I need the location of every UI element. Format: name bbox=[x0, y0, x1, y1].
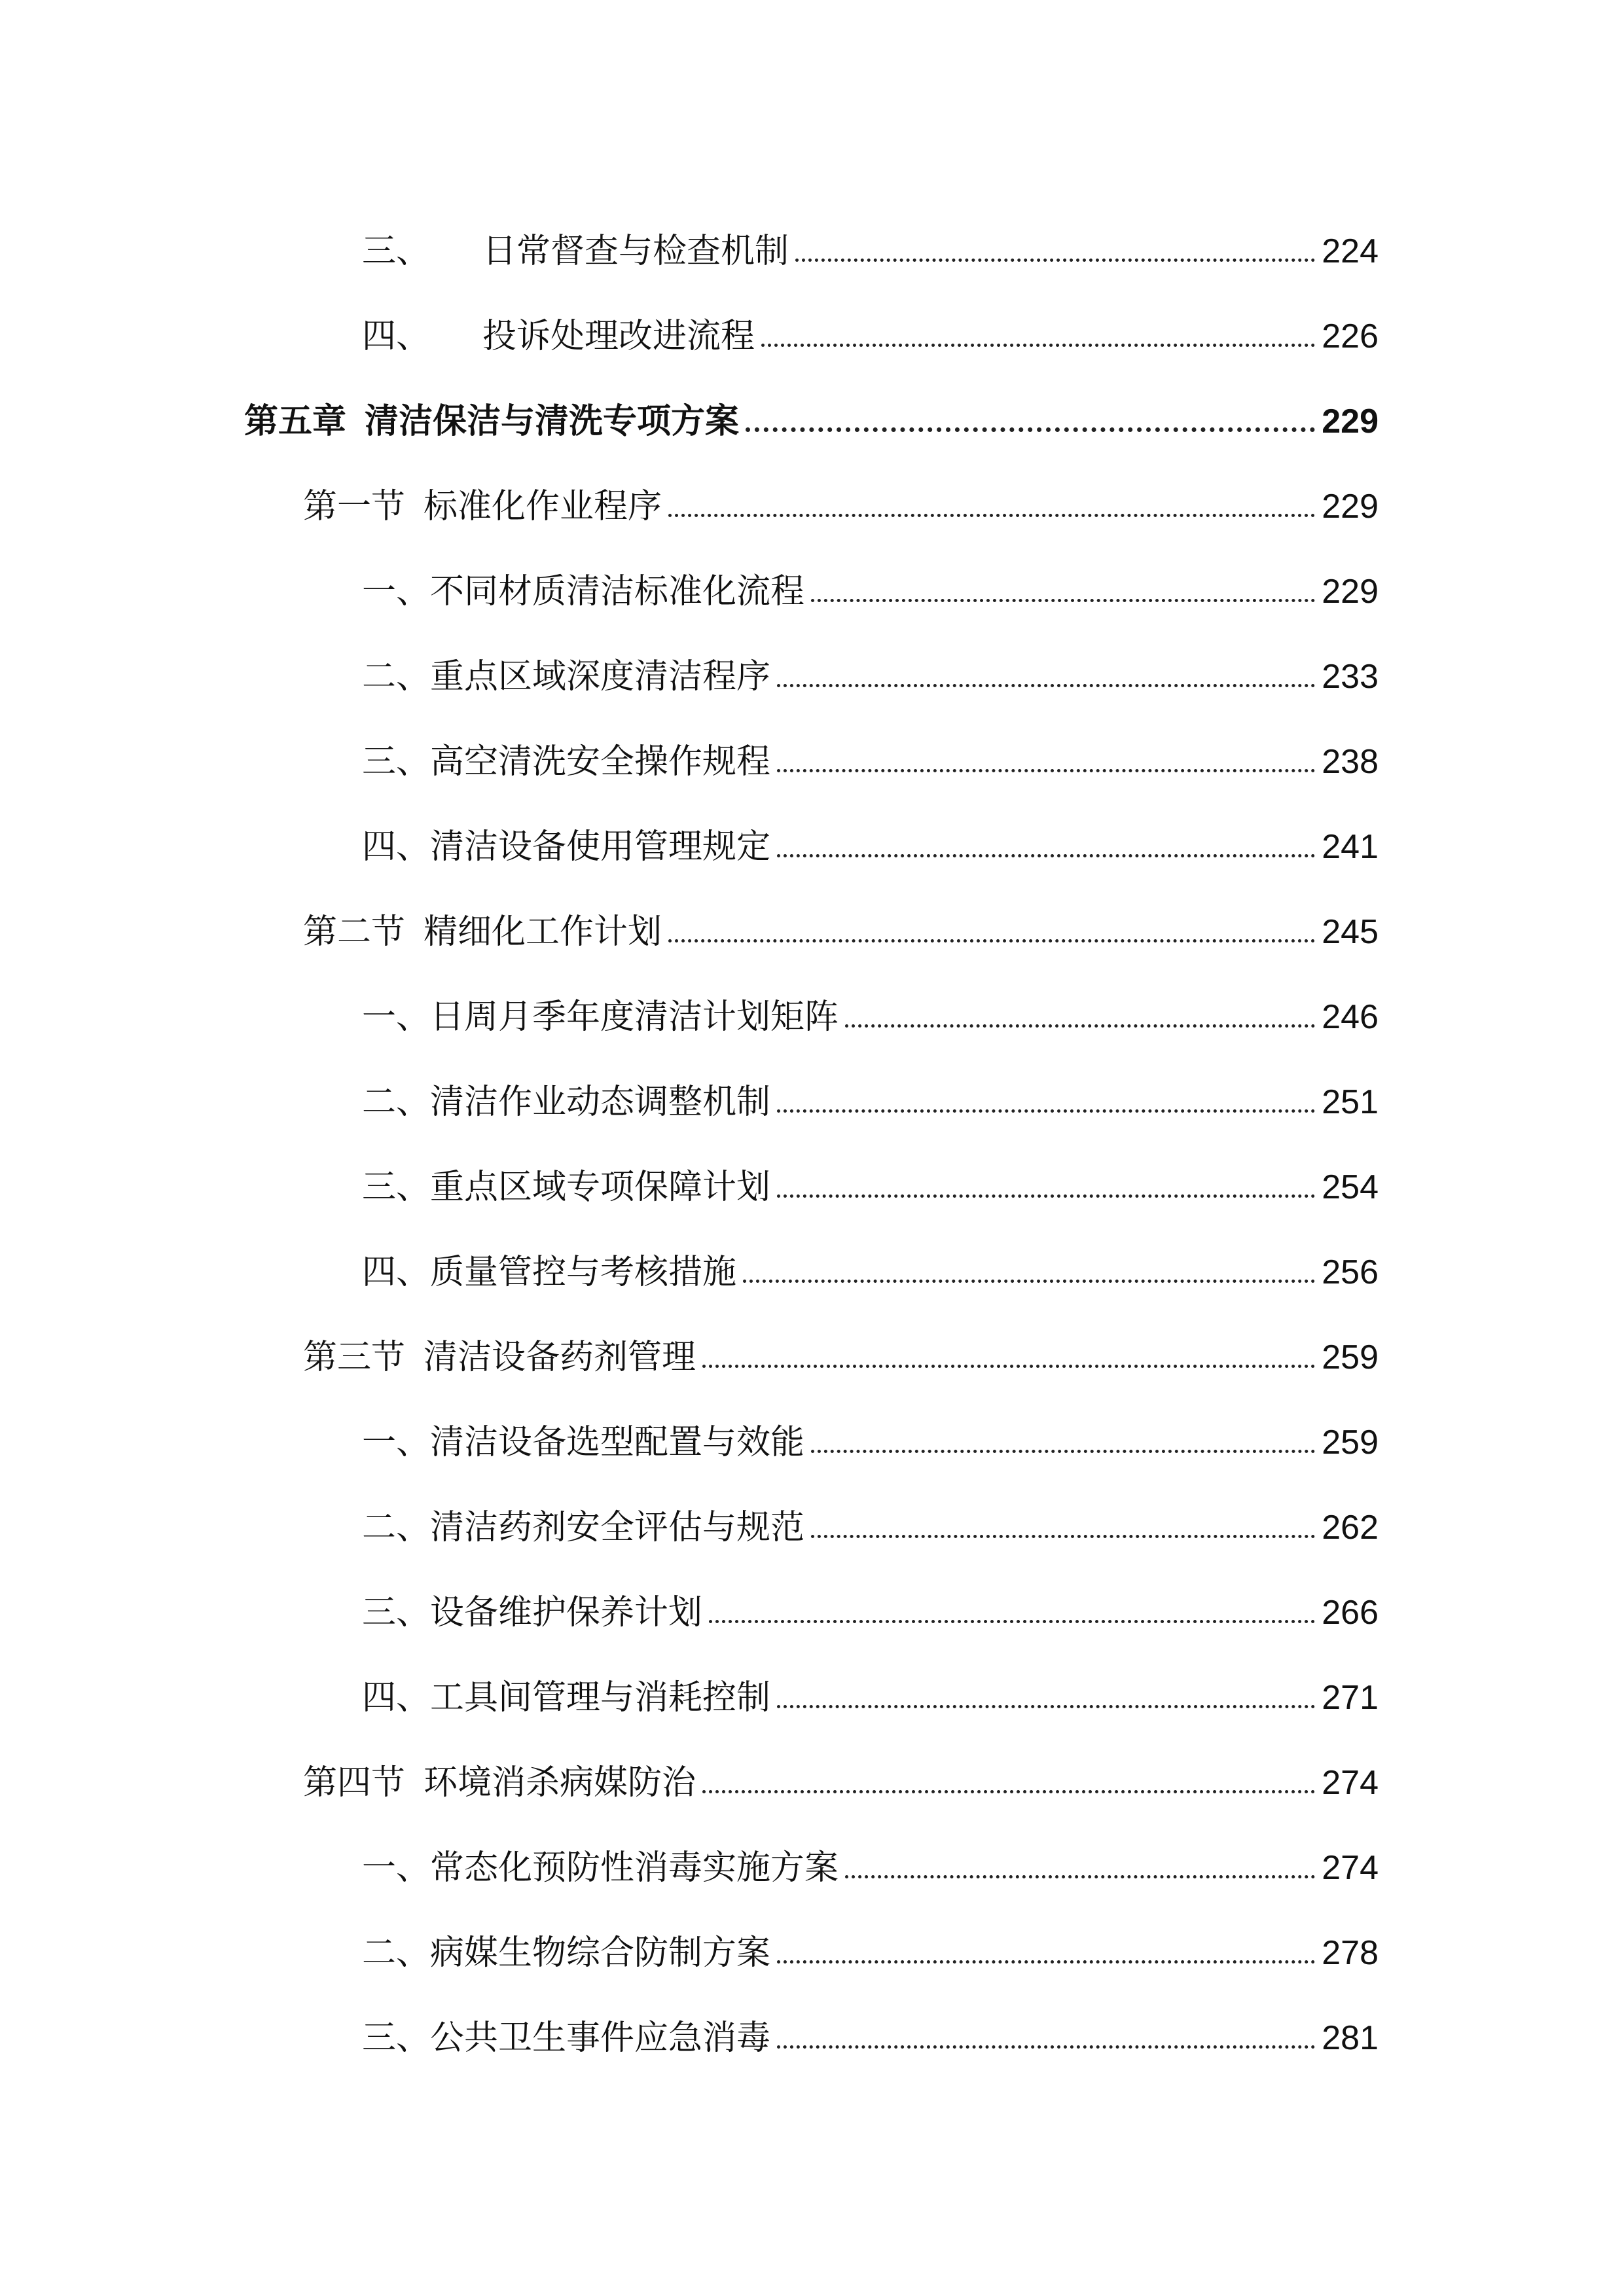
toc-page-number: 241 bbox=[1322, 828, 1379, 866]
dot-leader bbox=[811, 1450, 1315, 1453]
toc-page-number: 229 bbox=[1322, 573, 1379, 611]
toc-page-number: 278 bbox=[1322, 1934, 1379, 1972]
toc-entry-title: 不同材质清洁标准化流程 bbox=[430, 572, 805, 611]
toc-entry-title: 重点区域深度清洁程序 bbox=[430, 657, 771, 696]
toc-entry-label bbox=[362, 232, 789, 271]
toc-entry-title: 清洁设备药剂管理 bbox=[424, 1338, 696, 1377]
toc-entry[interactable] bbox=[362, 1401, 1379, 1460]
toc-page-number: 229 bbox=[1322, 403, 1379, 440]
dot-leader bbox=[795, 259, 1315, 262]
toc-entry-number: 第二节 bbox=[303, 912, 406, 952]
toc-entry-number: 一、 bbox=[362, 1423, 431, 1462]
toc-entry-title: 日常督查与检查机制 bbox=[482, 232, 789, 271]
toc-entry[interactable] bbox=[362, 1996, 1379, 2058]
toc-page-number: 245 bbox=[1322, 913, 1379, 951]
toc-section-entry[interactable] bbox=[303, 1316, 1379, 1377]
toc-entry-title: 设备维护保养计划 bbox=[430, 1593, 703, 1632]
toc-entry-number: 第四节 bbox=[303, 1763, 406, 1803]
toc-entry[interactable] bbox=[362, 1486, 1379, 1545]
dot-leader bbox=[777, 1960, 1315, 1964]
toc-page-number: 274 bbox=[1322, 1764, 1379, 1802]
toc-entry-title: 清洁设备使用管理规定 bbox=[430, 827, 771, 867]
toc-entry-label bbox=[303, 487, 662, 526]
dot-leader bbox=[761, 344, 1315, 347]
toc-entry[interactable] bbox=[362, 1060, 1379, 1122]
toc-entry-title: 质量管控与考核措施 bbox=[430, 1253, 737, 1292]
toc-entry-number: 一、 bbox=[362, 572, 431, 611]
dot-leader bbox=[845, 1875, 1315, 1878]
toc-page-number: 238 bbox=[1322, 743, 1379, 781]
dot-leader bbox=[743, 1280, 1315, 1283]
toc-entry-label bbox=[362, 1848, 839, 1888]
toc-entry-number: 三、 bbox=[362, 1593, 431, 1632]
toc-entry[interactable] bbox=[362, 805, 1379, 867]
toc-entry[interactable] bbox=[362, 1230, 1379, 1292]
toc-entry-number: 四、 bbox=[362, 1678, 431, 1717]
toc-entry-label bbox=[362, 1168, 771, 1207]
toc-entry-number: 第一节 bbox=[303, 487, 406, 526]
dot-leader bbox=[709, 1620, 1315, 1623]
toc-entry-number: 四、 bbox=[362, 827, 431, 867]
toc-entry-number: 第五章 bbox=[244, 402, 347, 441]
toc-entry[interactable] bbox=[362, 1656, 1379, 1715]
toc-entry-label bbox=[362, 572, 805, 611]
toc-section-entry[interactable] bbox=[303, 1741, 1379, 1803]
dot-leader bbox=[777, 1705, 1315, 1708]
toc-entry-label bbox=[362, 1933, 771, 1973]
toc-page-number: 262 bbox=[1322, 1509, 1379, 1547]
toc-page-number: 246 bbox=[1322, 998, 1379, 1036]
toc-page-number: 281 bbox=[1322, 2019, 1379, 2057]
toc-entry-label bbox=[362, 742, 771, 781]
toc-page-number: 271 bbox=[1322, 1679, 1379, 1717]
toc-entry-label bbox=[303, 912, 662, 952]
toc-entry-number: 一、 bbox=[362, 1848, 431, 1888]
toc-entry[interactable] bbox=[362, 975, 1379, 1037]
dot-leader bbox=[668, 939, 1315, 942]
dot-leader bbox=[777, 684, 1315, 687]
dot-leader bbox=[845, 1024, 1315, 1028]
dot-leader bbox=[702, 1790, 1315, 1793]
toc-page-number: 226 bbox=[1322, 317, 1379, 355]
toc-entry-label bbox=[362, 1253, 737, 1292]
toc-entry-title: 重点区域专项保障计划 bbox=[430, 1168, 771, 1207]
toc-entry-number: 第三节 bbox=[303, 1338, 406, 1377]
toc-page-number: 229 bbox=[1322, 488, 1379, 526]
toc-entry-label bbox=[303, 1763, 696, 1803]
toc-entry-title: 清洁保洁与清洗专项方案 bbox=[365, 402, 740, 441]
toc-entry[interactable] bbox=[362, 295, 1379, 356]
toc-entry-label bbox=[362, 1083, 771, 1122]
toc-entry-title: 工具间管理与消耗控制 bbox=[430, 1678, 771, 1717]
toc-entry-title: 日周月季年度清洁计划矩阵 bbox=[430, 997, 839, 1037]
toc-entry[interactable] bbox=[362, 1571, 1379, 1630]
toc-page-number: 224 bbox=[1322, 232, 1379, 270]
toc-entry-title: 常态化预防性消毒实施方案 bbox=[430, 1848, 839, 1888]
toc-entry-number: 二、 bbox=[362, 1508, 431, 1547]
toc-section-entry[interactable] bbox=[303, 890, 1379, 952]
toc-page-number: 266 bbox=[1322, 1594, 1379, 1632]
toc-entry-title: 精细化工作计划 bbox=[424, 912, 662, 952]
toc-entry[interactable] bbox=[362, 209, 1379, 271]
toc-entry-label bbox=[362, 1508, 805, 1547]
toc-entry-label bbox=[362, 317, 755, 356]
toc-page-number: 251 bbox=[1322, 1083, 1379, 1121]
dot-leader bbox=[777, 1194, 1315, 1198]
toc-entry-title: 环境消杀病媒防治 bbox=[424, 1763, 696, 1803]
dot-leader bbox=[777, 854, 1315, 857]
toc-entry-number: 二、 bbox=[362, 1083, 431, 1122]
toc-entry-number: 三、 bbox=[362, 1168, 431, 1207]
toc-page-number: 274 bbox=[1322, 1849, 1379, 1887]
toc-entry-number: 四、 bbox=[362, 1253, 431, 1292]
toc-page-number: 259 bbox=[1322, 1338, 1379, 1376]
toc-section-entry[interactable] bbox=[303, 465, 1379, 524]
toc-entry[interactable] bbox=[362, 1826, 1379, 1888]
toc-entry-label bbox=[244, 404, 739, 439]
dot-leader bbox=[811, 1535, 1315, 1538]
toc-entry-title: 清洁设备选型配置与效能 bbox=[430, 1423, 805, 1462]
toc-entry-label bbox=[362, 1423, 805, 1462]
toc-entry[interactable] bbox=[362, 635, 1379, 694]
dot-leader bbox=[777, 769, 1315, 772]
toc-entry-title: 标准化作业程序 bbox=[424, 487, 662, 526]
toc-entry-label bbox=[362, 827, 771, 867]
toc-entry[interactable] bbox=[362, 1145, 1379, 1207]
dot-leader bbox=[668, 514, 1315, 517]
toc-entry-title: 清洁作业动态调整机制 bbox=[430, 1083, 771, 1122]
toc-entry-number: 二、 bbox=[362, 657, 431, 696]
toc-chapter-entry[interactable] bbox=[244, 380, 1379, 439]
dot-leader bbox=[777, 1109, 1315, 1113]
toc-page-number: 259 bbox=[1322, 1424, 1379, 1462]
dot-leader bbox=[811, 599, 1315, 602]
toc-page-number: 254 bbox=[1322, 1168, 1379, 1206]
toc-entry-title: 清洁药剂安全评估与规范 bbox=[430, 1508, 805, 1547]
toc-page-number: 233 bbox=[1322, 658, 1379, 696]
toc-entry-label bbox=[362, 2018, 771, 2058]
toc-entry[interactable] bbox=[362, 550, 1379, 609]
toc-entry-label bbox=[362, 1678, 771, 1717]
toc-entry-number: 三、 bbox=[362, 232, 431, 271]
toc-entry-number: 三、 bbox=[362, 742, 431, 781]
toc-entry-number: 三、 bbox=[362, 2018, 431, 2058]
dot-leader bbox=[777, 2045, 1315, 2049]
toc-entry-number: 一、 bbox=[362, 997, 431, 1037]
dot-leader bbox=[702, 1365, 1315, 1368]
toc-entry-label bbox=[362, 997, 839, 1037]
toc-page-number: 256 bbox=[1322, 1253, 1379, 1291]
toc-entry[interactable] bbox=[362, 720, 1379, 779]
toc-entry-title: 病媒生物综合防制方案 bbox=[430, 1933, 771, 1973]
toc-entry-label bbox=[303, 1338, 696, 1377]
toc-entry[interactable] bbox=[362, 1911, 1379, 1973]
toc-entry-title: 公共卫生事件应急消毒 bbox=[430, 2018, 771, 2058]
toc-entry-label bbox=[362, 657, 771, 696]
toc-entry-title: 投诉处理改进流程 bbox=[482, 317, 755, 356]
toc-entry-number: 二、 bbox=[362, 1933, 431, 1973]
toc-entry-title: 高空清洗安全操作规程 bbox=[430, 742, 771, 781]
toc-entry-number: 四、 bbox=[362, 317, 431, 356]
dot-leader bbox=[746, 427, 1315, 432]
toc-entry-label bbox=[362, 1593, 703, 1632]
